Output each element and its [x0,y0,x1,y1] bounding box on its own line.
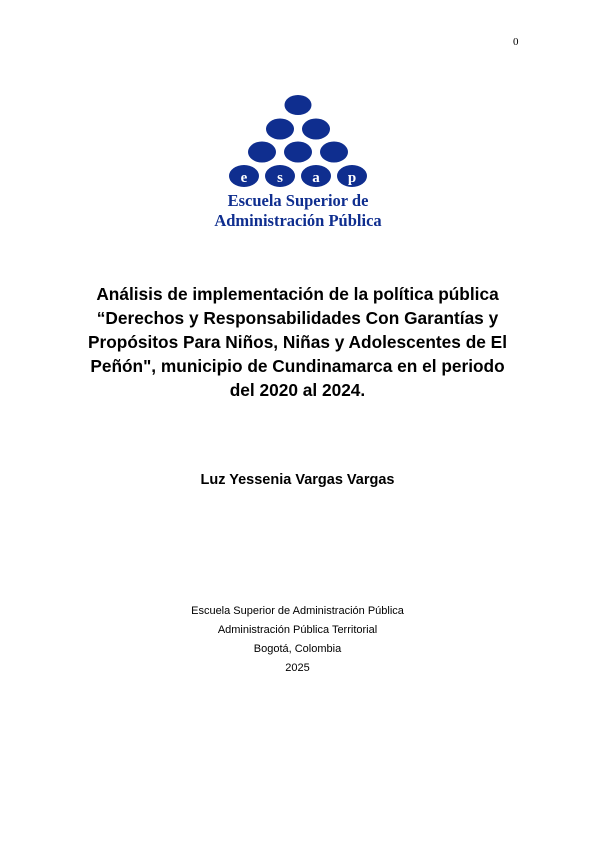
cover-footer [0,603,595,679]
city: Bogotá, Colombia [253,643,342,655]
year: 2025 [285,662,310,674]
svg-text:e: e [240,170,248,186]
title-line: Peñón", municipio de Cundinamarca en el periodo [90,356,505,376]
esap-logo-graphic [192,92,406,232]
program-name: Administración Pública Territorial [217,624,378,636]
page-number: 0 [513,36,519,48]
esap-logo [192,92,406,232]
svg-text:a: a [312,170,320,186]
logo-line-2: Administración Pública [214,211,382,230]
document-title [60,282,535,402]
svg-text:s: s [277,170,283,186]
svg-text:p: p [347,170,357,186]
title-line: Propósitos Para Niños, Niñas y Adolescentes de El [87,332,508,352]
title-line: “Derechos y Responsabilidades Con Garantías y [96,308,499,328]
title-line: Análisis de implementación de la política pública [96,284,499,304]
author-name: Luz Yessenia Vargas Vargas [200,472,395,488]
title-line: del 2020 al 2024. [229,380,366,400]
institution-name: Escuela Superior de Administración Pública [191,605,404,617]
logo-line-1: Escuela Superior de [227,191,369,210]
